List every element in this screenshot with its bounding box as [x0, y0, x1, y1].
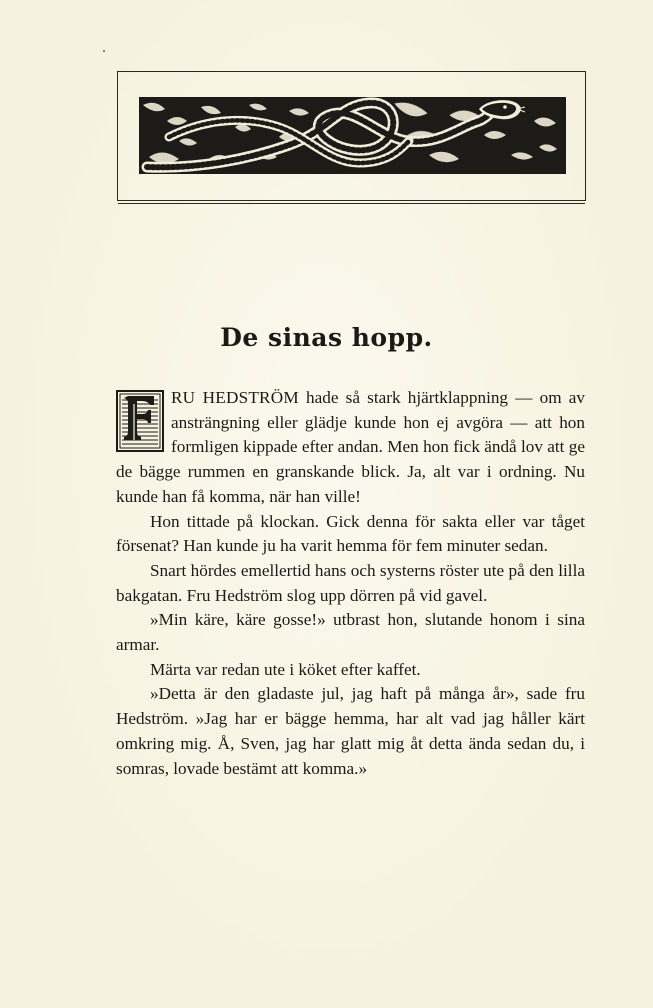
paragraph: »Detta är den gladaste jul, jag haft på många år», sade fru Hedström. »Jag har er bägge hemma, har alt vad jag håller kärt omkring mig. Å, Sven, jag har glatt mig åt detta ända sedan du, i somras, lovade bestämt att komma.» [116, 684, 585, 778]
paragraph-text: hade så stark hjärtklappning — om av ansträngning eller glädje kunde hon ej avgöra — att hon formligen kippade efter andan. Men hon fick ändå lov att ge de bägge rummen en granskande blick. Ja, alt var i ordning. Nu kunde han få komma, när han ville! [116, 388, 585, 506]
serpent-vignette-icon [139, 97, 566, 174]
chapter-title: De sinas hopp. [220, 323, 433, 352]
paragraph: »Min käre, käre gosse!» utbrast hon, slutande honom i sina armar. [116, 610, 585, 655]
header-ornament-frame [117, 71, 586, 201]
paper-speck [103, 50, 105, 52]
paragraph [116, 386, 585, 510]
drop-cap [116, 390, 164, 452]
paragraph: Hon tittade på klockan. Gick denna för sakta eller var tåget försenat? Han kunde ju ha varit hemma för fem minuter sedan. [116, 511, 585, 556]
lead-in-words: RU HEDSTRÖM [171, 388, 299, 407]
chapter-body [116, 386, 585, 781]
ornamental-initial-icon [116, 390, 164, 452]
paragraph: Märta var redan ute i köket efter kaffet. [150, 659, 421, 679]
paragraph: Snart hördes emellertid hans och systerns röster ute på den lilla bakgatan. Fru Hedström slog upp dörren på vid gavel. [116, 560, 585, 605]
